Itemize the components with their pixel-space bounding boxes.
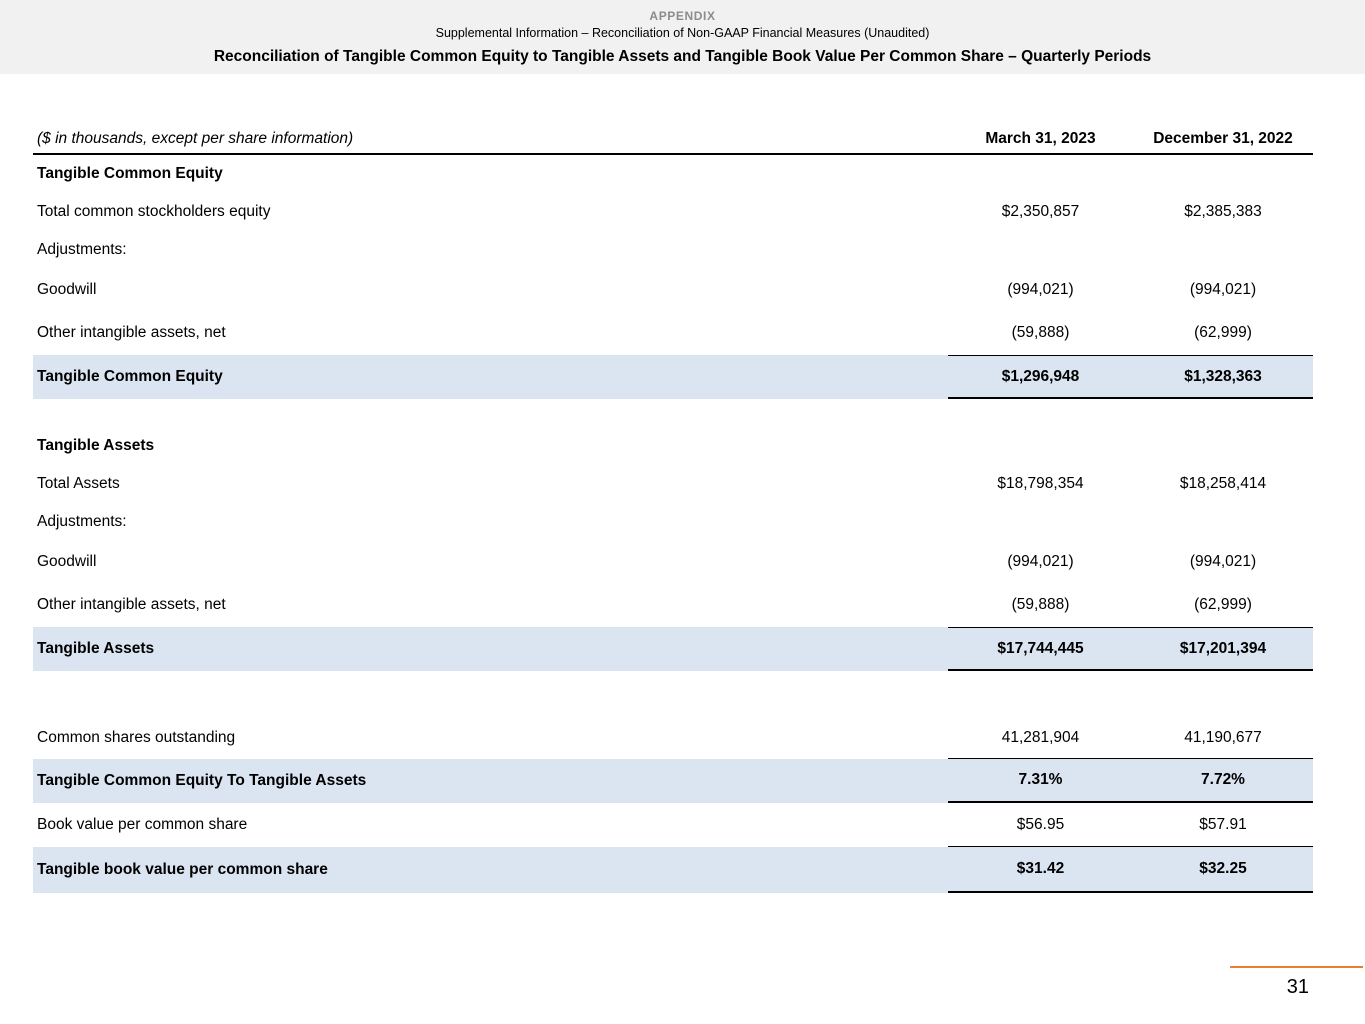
section-header-row <box>33 427 1313 465</box>
value-dec-2022: 41,190,677 <box>1133 717 1313 759</box>
row-label: Total common stockholders equity <box>37 203 271 220</box>
row-label: Other intangible assets, net <box>37 596 226 613</box>
footer-accent-line <box>1230 966 1363 968</box>
row-label: Common shares outstanding <box>37 729 236 746</box>
row-label: Book value per common share <box>37 816 248 833</box>
value-dec-2022: $57.91 <box>1133 803 1313 847</box>
table-row <box>33 311 1313 355</box>
row-label: Tangible Assets <box>37 640 155 657</box>
table-row <box>33 269 1313 311</box>
row-label: Tangible Common Equity To Tangible Assets <box>37 772 367 789</box>
section-header-row <box>33 155 1313 193</box>
total-row-tangible-common-equity <box>33 355 1313 399</box>
value-mar-2023: $2,350,857 <box>1001 203 1080 220</box>
value-dec-2022: (994,021) <box>1189 281 1257 298</box>
table-row <box>33 503 1313 541</box>
page-title: Reconciliation of Tangible Common Equity to Tangible Assets and Tangible Book Value Per Common Share – Quarterly Periods <box>213 48 1152 65</box>
value-mar-2023: $56.95 <box>948 803 1133 847</box>
value-mar-2023: $17,744,445 <box>948 627 1133 671</box>
table-row <box>33 803 1313 847</box>
row-label: Goodwill <box>37 553 97 570</box>
row-label: Tangible book value per common share <box>37 861 328 878</box>
value-mar-2023: 41,281,904 <box>948 717 1133 759</box>
spacer <box>33 671 1313 717</box>
row-label: Adjustments: <box>37 241 127 258</box>
table-row <box>33 541 1313 583</box>
value-dec-2022: $18,258,414 <box>1179 475 1267 492</box>
total-row-tangible-assets <box>33 627 1313 671</box>
row-label: Adjustments: <box>37 513 127 530</box>
row-label: Tangible Common Equity <box>37 368 223 385</box>
table-row <box>33 193 1313 231</box>
appendix-label: APPENDIX <box>649 9 716 23</box>
value-mar-2023: $1,296,948 <box>948 355 1133 399</box>
table-caption: ($ in thousands, except per share information) <box>37 130 354 147</box>
value-mar-2023: 7.31% <box>948 759 1133 803</box>
value-dec-2022: $32.25 <box>1133 847 1313 893</box>
row-label: Tangible Common Equity <box>37 165 223 182</box>
total-row-tangible-book-value <box>33 847 1313 893</box>
table-row <box>33 583 1313 627</box>
column-header-mar-2023: March 31, 2023 <box>985 130 1096 147</box>
row-label: Other intangible assets, net <box>37 324 226 341</box>
row-label: Tangible Assets <box>37 437 155 454</box>
page-number: 31 <box>1286 976 1309 998</box>
table-row <box>33 231 1313 269</box>
value-mar-2023: (59,888) <box>1011 324 1070 341</box>
header-band <box>0 0 1365 74</box>
row-label: Total Assets <box>37 475 120 492</box>
value-dec-2022: (62,999) <box>1194 324 1252 341</box>
total-row-tce-to-tangible-assets <box>33 759 1313 803</box>
value-dec-2022: (62,999) <box>1194 596 1252 613</box>
header-subtitle: Supplemental Information – Reconciliation of Non-GAAP Financial Measures (Unaudited) <box>435 26 930 40</box>
value-mar-2023: (994,021) <box>1007 553 1074 570</box>
value-mar-2023: (59,888) <box>1011 596 1070 613</box>
value-mar-2023: $18,798,354 <box>997 475 1084 492</box>
table-row <box>33 717 1313 759</box>
column-header-dec-2022: December 31, 2022 <box>1153 130 1293 147</box>
value-mar-2023: $31.42 <box>948 847 1133 893</box>
value-dec-2022: $2,385,383 <box>1184 203 1262 220</box>
row-label: Goodwill <box>37 281 97 298</box>
value-dec-2022: (994,021) <box>1189 553 1257 570</box>
value-dec-2022: 7.72% <box>1133 759 1313 803</box>
value-dec-2022: $17,201,394 <box>1133 627 1313 671</box>
table-header-row <box>33 128 1313 155</box>
table-row <box>33 465 1313 503</box>
value-mar-2023: (994,021) <box>1007 281 1074 298</box>
value-dec-2022: $1,328,363 <box>1133 355 1313 399</box>
reconciliation-table <box>33 128 1313 893</box>
spacer <box>33 399 1313 427</box>
